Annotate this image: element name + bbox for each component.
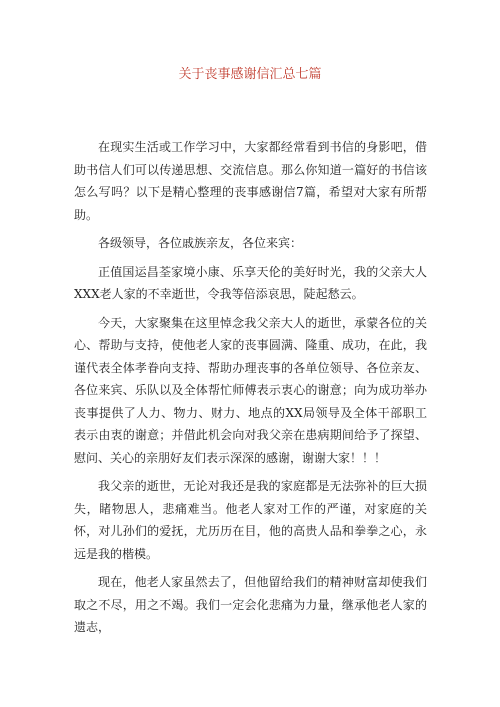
- paragraph-body: 正值国运昌荃家境小康、乐享天伦的美好时光，我的父亲大人XXX老人家的不幸逝世，令我等倍添哀思，陡起愁云。: [74, 264, 427, 301]
- document-title: 关于丧事感谢信汇总七篇: [178, 67, 322, 82]
- document-body: [74, 136, 427, 645]
- paragraph-body: 我父亲的逝世，无论对我还是我的家庭都是无法弥补的巨大损失，睹物思人，悲痛难当。他老人家对工作的严谨，对家庭的关怀，对儿孙们的爱抚，尤历历在目，他的高贵人品和拳拳之心，永远是我的楷模。: [74, 479, 427, 561]
- paragraph-intro: 在现实生活或工作学习中，大家都经常看到书信的身影吧，借助书信人们可以传递思想、交流信息。那么你知道一篇好的书信该怎么写吗？以下是精心整理的丧事感谢信7篇，希望对大家有所帮助。: [74, 140, 427, 222]
- paragraph-body: 今天，大家聚集在这里悼念我父亲大人的逝世，承蒙各位的关心、帮助与支持，使他老人家的丧事圆满、隆重、成功，在此，我谨代表全体孝眷向支持、帮助办理丧事的各单位领导、各位亲友、各位来宾、乐队以及全体帮忙师傅表示衷心的谢意；向为成功举办丧事提供了人力、物力、财力、地点的XX局领导及全体干部职工表示由衷的谢意；并借此机会向对我父亲在患病期间给予了探望、慰问、关心的亲朋好友们表示深深的感谢，谢谢大家！！！: [74, 315, 427, 465]
- paragraph-salutation: 各级领导，各位戚族亲友，各位来宾：: [98, 236, 303, 250]
- paragraph-body: 现在，他老人家虽然去了，但他留给我们的精神财富却使我们取之不尽，用之不竭。我们一定会化悲痛为力量，继承他老人家的遗志，: [74, 575, 427, 634]
